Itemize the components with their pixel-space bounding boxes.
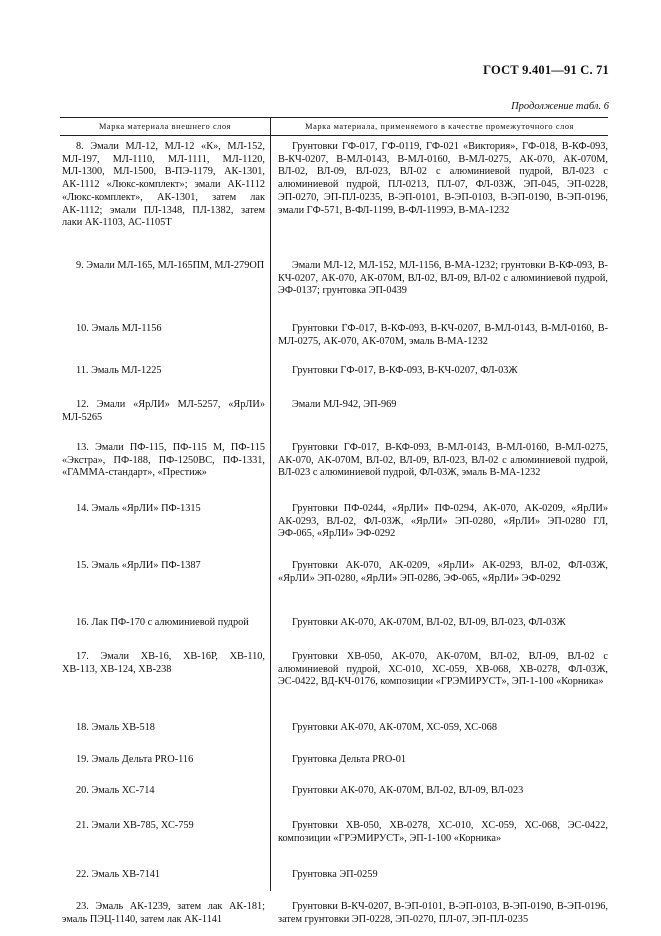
- outer-layer-cell: 17. Эмали ХВ-16, ХВ-16Р, ХВ-110, ХВ-113, ХВ-124, ХВ-238: [62, 651, 265, 675]
- intermediate-layer-cell: Грунтовки ГФ-017, В-КФ-093, В-МЛ-0143, В-МЛ-0160, В-МЛ-0275, АК-070, АК-070М, ВЛ-02, ВЛ-09, ВЛ-023, ВЛ-02 с алюминиевой пудрой, ВЛ-023 с алюминиевой пудрой, ФЛ-03Ж, эмаль В-МА-1232: [278, 442, 608, 479]
- intermediate-layer-cell: Эмали МЛ-942, ЭП-969: [292, 399, 397, 410]
- intermediate-layer-cell: Грунтовки ХВ-050, ХВ-0278, ХС-010, ХС-059, ХС-068, ЭС-0422, композиции «ГРЭМИРУСТ», ЭП-1-100 «Корника»: [278, 820, 608, 844]
- outer-layer-cell: 19. Эмаль Дельта PRO-116: [76, 754, 194, 765]
- intermediate-layer-cell: Грунтовки АК-070, АК-070М, ВЛ-02, ВЛ-09, ВЛ-023, ФЛ-03Ж: [292, 617, 566, 628]
- intermediate-layer-cell: Грунтовки ГФ-017, ГФ-0119, ГФ-021 «Виктория», ГФ-018, В-КФ-093, В-КЧ-0207, В-МЛ-0143, В-МЛ-0160, В-МЛ-0275, АК-070, АК-070М, ВЛ-02, ВЛ-09, ВЛ-023, ВЛ-02 с алюминиевой пудрой, ВЛ-023 с алюминиевой пудрой, ПЛ-0213, ПЛ-07, ФЛ-03Ж, ЭП-045, ЭП-0228, ЭП-0270, ЭП-ПЛ-0235, В-ЭП-0101, В-ЭП-0103, В-ЭП-0190, В-ЭП-0196, эмали ГФ-571, В-ФЛ-1199, В-ФЛ-1199Э, В-МА-1232: [278, 141, 608, 216]
- intermediate-layer-cell: Грунтовки АК-070, АК-070М, ВЛ-02, ВЛ-09, ВЛ-023: [292, 785, 524, 796]
- page-header: ГОСТ 9.401—91 С. 71: [483, 63, 609, 77]
- intermediate-layer-cell: Грунтовка ЭП-0259: [292, 869, 378, 880]
- column-header-outer-layer: Марка материала внешнего слоя: [98, 122, 232, 131]
- outer-layer-cell: 14. Эмаль «ЯрЛИ» ПФ-1315: [76, 503, 201, 514]
- outer-layer-cell: 9. Эмали МЛ-165, МЛ-165ПМ, МЛ-279ОП: [76, 260, 265, 271]
- column-divider: [270, 136, 271, 891]
- outer-layer-cell: 8. Эмали МЛ-12, МЛ-12 «К», МЛ-152, МЛ-197, МЛ-1110, МЛ-1111, МЛ-1120, МЛ-1300, МЛ-1500, В-ПЭ-1179, АК-1301, АК-1112 «Люкс-комплект»; эмали АК-1112 «Люкс-комплект», АК-1301, затем лак АК-1112; эмали ПЛ-1348, ПЛ-1382, затем лаки АК-1103, АС-1105Т: [62, 141, 265, 229]
- outer-layer-cell: 20. Эмаль ХС-714: [76, 785, 155, 796]
- outer-layer-cell: 16. Лак ПФ-170 с алюминиевой пудрой: [76, 617, 249, 628]
- outer-layer-cell: 12. Эмали «ЯрЛИ» МЛ-5257, «ЯрЛИ» МЛ-5265: [62, 399, 265, 423]
- outer-layer-cell: 21. Эмали ХВ-785, ХС-759: [76, 820, 194, 831]
- outer-layer-cell: 22. Эмаль ХВ-7141: [76, 869, 161, 880]
- intermediate-layer-cell: Грунтовки В-КЧ-0207, В-ЭП-0101, В-ЭП-0103, В-ЭП-0190, В-ЭП-0196, затем грунтовки ЭП-0228, ЭП-0270, ПЛ-07, ЭП-ПЛ-0235: [278, 901, 608, 925]
- column-header-intermediate-layer: Марка материала, применяемого в качестве промежуточного слоя: [305, 122, 574, 131]
- intermediate-layer-cell: Грунтовки ХВ-050, АК-070, АК-070М, ВЛ-02, ВЛ-09, ВЛ-02 с алюминиевой пудрой, ХС-010, ХС-059, ХВ-068, ХВ-0278, ФЛ-03Ж, ЭС-0422, ВД-КЧ-0176, композиции «ГРЭМИРУСТ», ЭП-1-100 «Корника»: [278, 651, 608, 688]
- intermediate-layer-cell: Грунтовки АК-070, АК-0209, «ЯрЛИ» АК-0293, ВЛ-02, ФЛ-03Ж, «ЯрЛИ» ЭП-0280, «ЯрЛИ» ЭП-0286, ЭФ-065, «ЯрЛИ» ЭФ-0292: [278, 560, 608, 584]
- intermediate-layer-cell: Грунтовки ПФ-0244, «ЯрЛИ» ПФ-0294, АК-070, АК-0209, «ЯрЛИ» АК-0293, ВЛ-02, ФЛ-03Ж, «ЯрЛИ» ЭП-0280, «ЯрЛИ» ЭП-0280 ГЛ, ЭФ-065, «ЯрЛИ» ЭФ-0292: [278, 503, 608, 540]
- outer-layer-cell: 13. Эмали ПФ-115, ПФ-115 М, ПФ-115 «Экстра», ПФ-188, ПФ-1250ВС, ПФ-1331, «ГАММА-стандарт», «Престиж»: [62, 442, 265, 479]
- table-header-row: [60, 117, 608, 136]
- outer-layer-cell: 10. Эмаль МЛ-1156: [76, 323, 162, 334]
- materials-table: [60, 117, 608, 925]
- intermediate-layer-cell: Грунтовка Дельта PRO-01: [292, 754, 407, 765]
- outer-layer-cell: 15. Эмаль «ЯрЛИ» ПФ-1387: [76, 560, 201, 571]
- intermediate-layer-cell: Грунтовки ГФ-017, В-КФ-093, В-КЧ-0207, ФЛ-03Ж: [292, 365, 518, 376]
- table-continuation-note: Продолжение табл. 6: [511, 101, 609, 112]
- intermediate-layer-cell: Грунтовки АК-070, АК-070М, ХС-059, ХС-068: [292, 722, 497, 733]
- outer-layer-cell: 23. Эмаль АК-1239, затем лак АК-181; эмаль ПЭЦ-1140, затем лак АК-1141: [62, 901, 265, 925]
- outer-layer-cell: 11. Эмаль МЛ-1225: [76, 365, 162, 376]
- intermediate-layer-cell: Эмали МЛ-12, МЛ-152, МЛ-1156, В-МА-1232; грунтовки В-КФ-093, В-КЧ-0207, АК-070, АК-070М, ВЛ-02, ВЛ-09, ВЛ-02 с алюминиевой пудрой, ЭФ-0137; грунтовка ЭП-0439: [278, 260, 608, 297]
- intermediate-layer-cell: Грунтовки ГФ-017, В-КФ-093, В-КЧ-0207, В-МЛ-0143, В-МЛ-0160, В-МЛ-0275, АК-070, АК-070М, эмаль В-МА-1232: [278, 323, 608, 347]
- outer-layer-cell: 18. Эмаль ХВ-518: [76, 722, 155, 733]
